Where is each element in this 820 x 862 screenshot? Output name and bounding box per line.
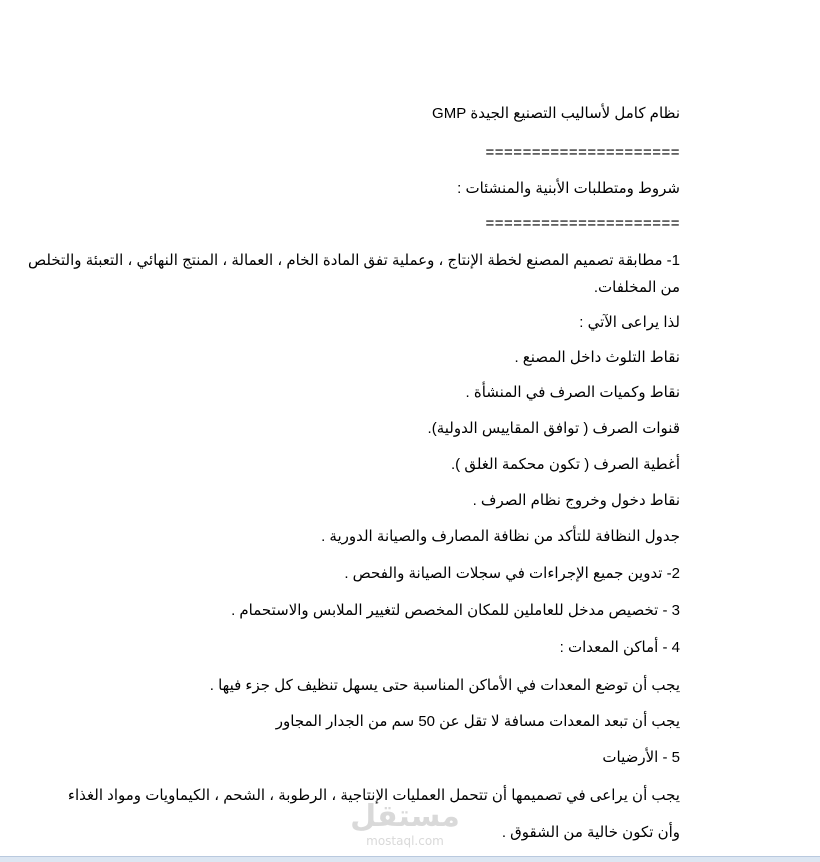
- list-item: نقاط دخول وخروج نظام الصرف .: [472, 492, 680, 509]
- watermark-text: مستقل: [350, 799, 460, 834]
- paragraph-item-1: 1- مطابقة تصميم المصنع لخطة الإنتاج ، وعملية تفق المادة الخام ، العمالة ، المنتج النهائي ، التعبئة والتخلص من المخلفات.: [28, 252, 680, 296]
- watermark-logo: [345, 800, 465, 852]
- paragraph-item-4: 4 - أماكن المعدات :: [559, 639, 680, 656]
- paragraph-item-2: 2- تدوين جميع الإجراءات في سجلات الصيانة والفحص .: [344, 565, 680, 582]
- paragraph-item-3: 3 - تخصيص مدخل للعاملين للمكان المخصص لتغيير الملابس والاستحمام .: [231, 602, 680, 619]
- list-item: قنوات الصرف ( توافق المقاييس الدولية).: [427, 420, 680, 437]
- list-item: نقاط التلوث داخل المصنع .: [514, 349, 680, 366]
- list-item: وأن تكون خالية من الشقوق .: [501, 824, 680, 841]
- section-heading: شروط ومتطلبات الأبنية والمنشئات :: [457, 180, 680, 197]
- watermark-url: mostaql.com: [366, 834, 444, 848]
- bottom-status-bar: [0, 856, 820, 862]
- list-item: يجب أن يراعى في تصميمها أن تتحمل العمليات الإنتاجية ، الرطوبة ، الشحم ، الكيماويات ومواد الغذاء: [67, 787, 680, 804]
- separator-line: =====================: [485, 144, 680, 161]
- document-title: نظام كامل لأساليب التصنيع الجيدة GMP: [432, 105, 680, 122]
- list-item: جدول النظافة للتأكد من نظافة المصارف والصيانة الدورية .: [321, 528, 680, 545]
- paragraph-item-5: 5 - الأرضيات: [602, 749, 680, 766]
- separator-line: =====================: [485, 215, 680, 232]
- list-item: نقاط وكميات الصرف في المنشأة .: [465, 384, 680, 401]
- list-item: يجب أن توضع المعدات في الأماكن المناسبة حتى يسهل تنظيف كل جزء فيها .: [209, 677, 680, 694]
- list-item: يجب أن تبعد المعدات مسافة لا تقل عن 50 سم من الجدار المجاور: [275, 713, 680, 730]
- list-item: أغطية الصرف ( تكون محكمة الغلق ).: [450, 456, 680, 473]
- consider-heading: لذا يراعى الآتي :: [579, 314, 680, 331]
